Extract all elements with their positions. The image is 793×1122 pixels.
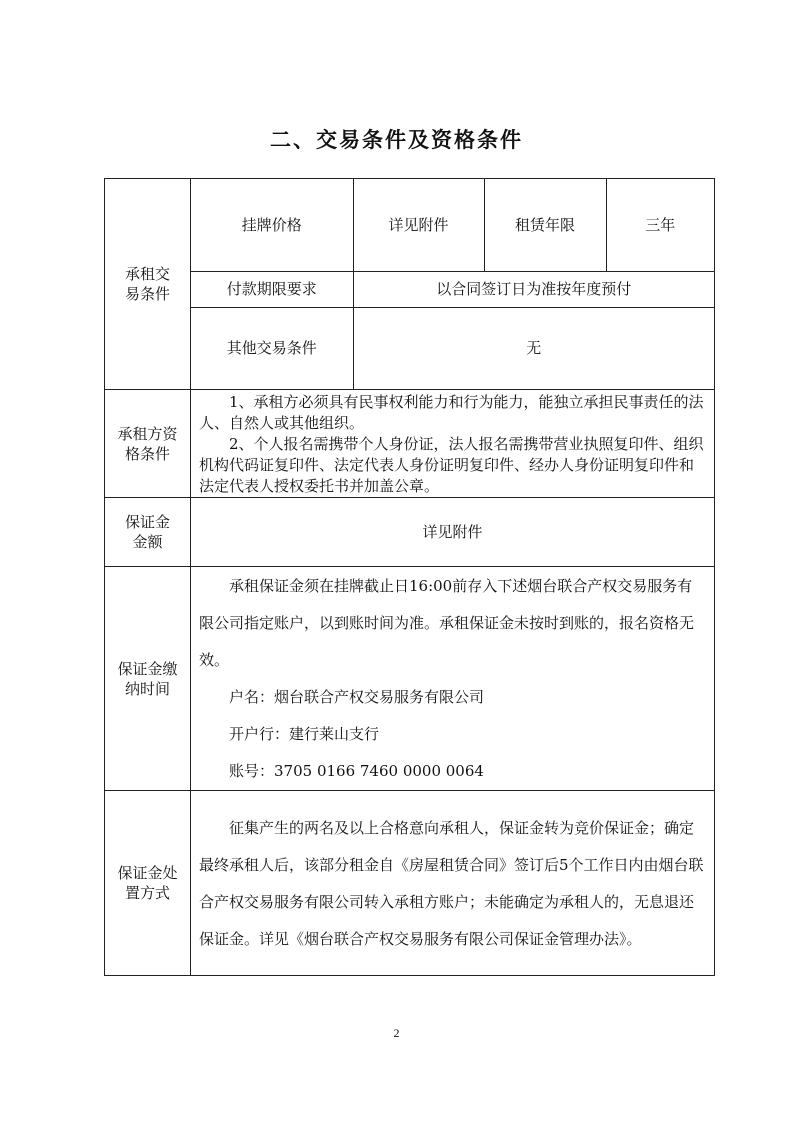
trade-label-text: 承租交易条件	[124, 265, 170, 303]
deposit-amount-label-text: 保证金金额	[124, 513, 170, 551]
trade-subtable	[191, 179, 714, 389]
lease-term-label: 租赁年限	[484, 179, 606, 271]
row-label-deposit-disposal	[105, 791, 191, 976]
payment-value: 以合同签订日为准按年度预付	[353, 271, 714, 307]
payment-label: 付款期限要求	[191, 271, 353, 307]
deposit-time-paragraph: 承租保证金须在挂牌截止日16:00前存入下述烟台联合产权交易服务有限公司指定账户，以到账时间为准。承租保证金未按时到账的，报名资格无效。	[199, 576, 695, 669]
table-row-qualification	[105, 390, 715, 498]
deposit-disposal-label-text: 保证金处置方式	[117, 864, 178, 902]
page-title: 二、交易条件及资格条件	[270, 128, 523, 152]
account-number: 账号：3705 0166 7460 0000 0064	[229, 761, 484, 780]
qualification-paragraph-2: 2、个人报名需携带个人身份证，法人报名需携带营业执照复印件、组织机构代码证复印件、法定代表人身份证明复印件、经办人身份证明复印件和法定代表人授权委托书并加盖公章。	[199, 435, 704, 495]
qualification-paragraph-1: 1、承租方必须具有民事权利能力和行为能力，能独立承担民事责任的法人、自然人或其他组织。	[199, 393, 704, 432]
other-conditions-label: 其他交易条件	[191, 307, 353, 389]
other-conditions-value: 无	[353, 307, 714, 389]
table-row-trade	[105, 179, 715, 390]
row-label-qualification	[105, 390, 191, 498]
account-name: 户名：烟台联合产权交易服务有限公司	[229, 687, 485, 706]
page-number: 2	[393, 1026, 400, 1040]
row-label-trade	[105, 179, 191, 390]
listing-price-label: 挂牌价格	[191, 179, 353, 271]
row-label-deposit-amount	[105, 498, 191, 567]
table-row-deposit-time	[105, 567, 715, 791]
row-label-deposit-time	[105, 567, 191, 791]
deposit-time-label-text: 保证金缴纳时间	[117, 659, 178, 698]
bank-name: 开户行：建行莱山支行	[229, 724, 380, 743]
table-row-deposit-amount	[105, 498, 715, 567]
table-row-deposit-disposal	[105, 791, 715, 976]
deposit-amount-value: 详见附件	[191, 498, 715, 567]
lease-term-value: 三年	[606, 179, 714, 271]
conditions-table	[104, 178, 715, 976]
deposit-disposal-paragraph: 征集产生的两名及以上合格意向承租人，保证金转为竞价保证金；确定最终承租人后，该部分租金自《房屋租赁合同》签订后5个工作日内由烟台联合产权交易服务有限公司转入承租方账户；未能确定为承租人的，无息退还保证金。详见《烟台联合产权交易服务有限公司保证金管理办法》。	[199, 819, 704, 948]
listing-price-value: 详见附件	[353, 179, 484, 271]
qualification-label-text: 承租方资格条件	[117, 424, 178, 463]
